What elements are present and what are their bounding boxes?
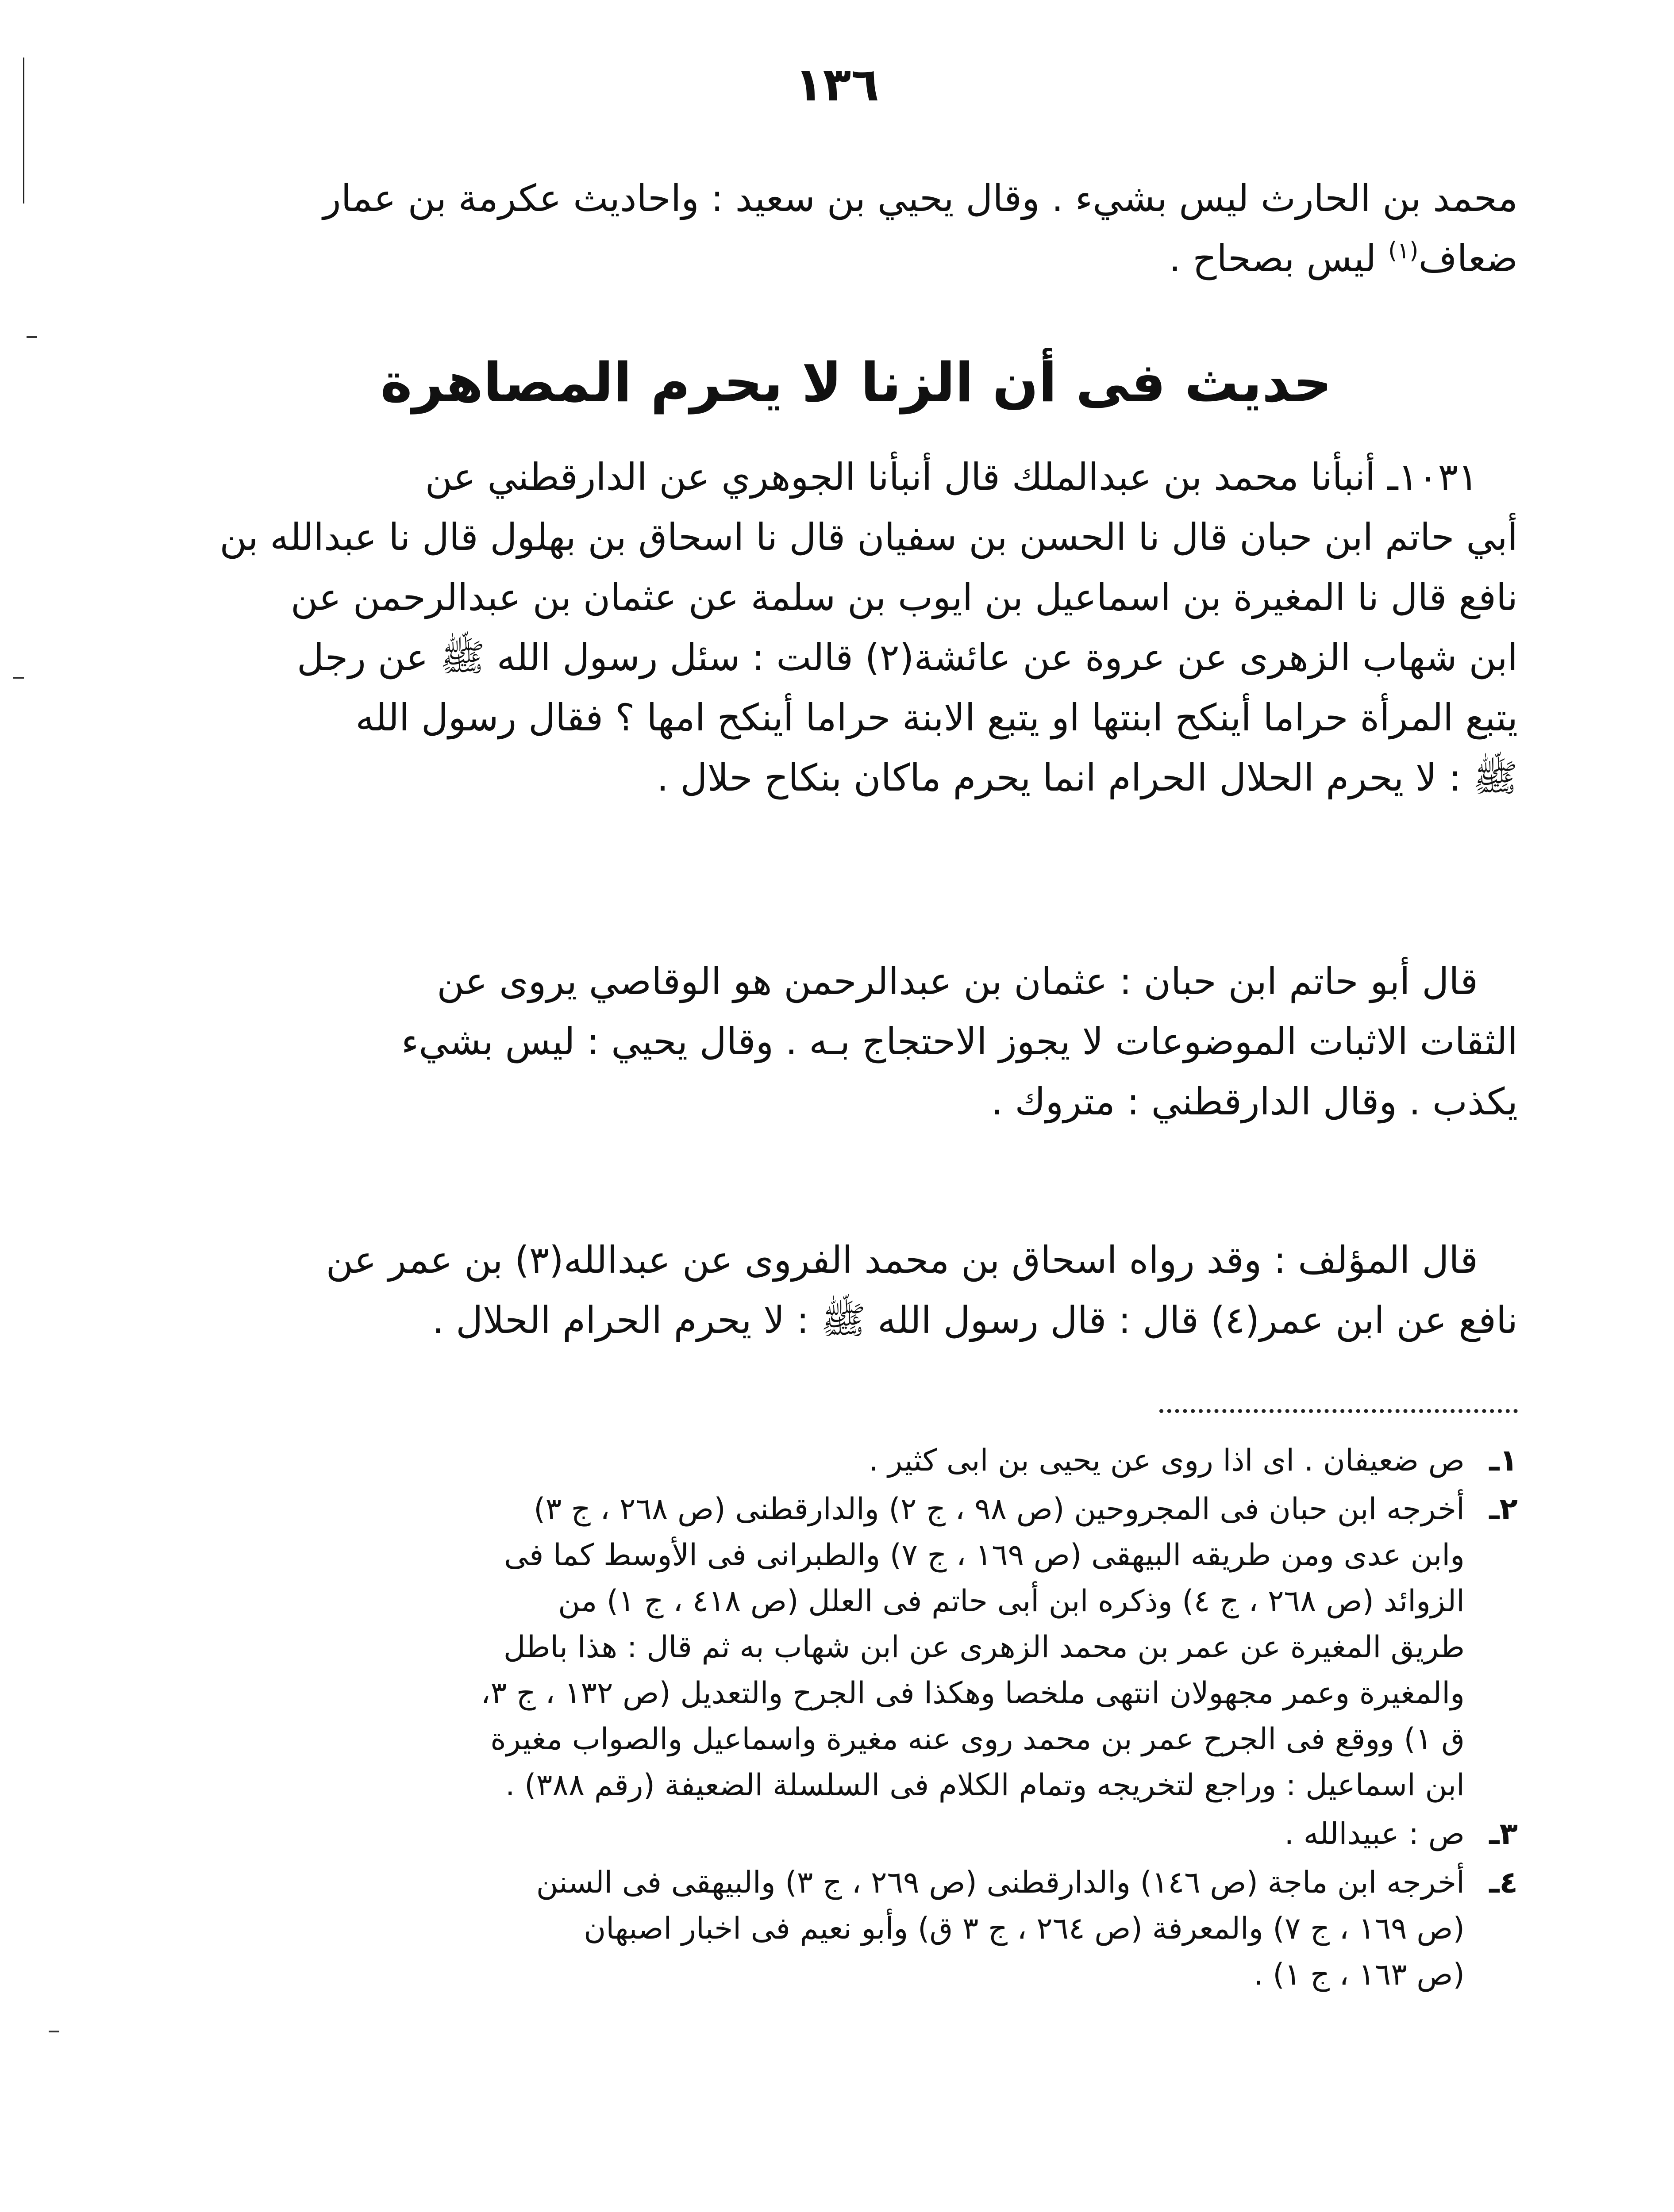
- footnote-1: [195, 1438, 1518, 1484]
- hadith-paragraph: [195, 447, 1518, 808]
- footnotes: [195, 1438, 1518, 2001]
- commentary-line: قال أبو حاتم ابن حبان : عثمان بن عبدالرحمن هو الوقاصي يروى عن: [437, 960, 1478, 1003]
- footnote-text: أخرجه ابن حبان فى المجروحين (ص ٩٨ ، ج ٢) والدارقطنى (ص ٢٦٨ ، ج ٣) وابن عدى ومن طريقه البيهقى (ص ١٦٩ ، ج ٧) والطبرانى فى الأوسط كما فى الزوائد (ص ٢٦٨ ، ج ٤) وذكره ابن أبى حاتم فى العلل (ص ٤١٨ ، ج ١) من طريق المغيرة عن عمر بن محمد الزهرى عن ابن شهاب به ثم قال : هذا باطل والمغيرة وعمر مجهولان انتهى ملخصا وهكذا فى الجرح والتعديل (ص ١٣٢ ، ج ٣، ق ١) ووقع فى الجرح عمر بن محمد روى عنه مغيرة واسماعيل والصواب مغيرة ابن اسماعيل : وراجع لتخريجه وتمام الكلام فى السلسلة الضعيفة (رقم ٣٨٨) .: [481, 1492, 1465, 1803]
- hadith-line: أبي حاتم ابن حبان قال نا الحسن بن سفيان قال نا اسحاق بن بهلول قال نا عبدالله بن: [219, 515, 1518, 559]
- intro-line-2: ضعاف$^{(١)}$ ليس بصحاح .: [1169, 237, 1518, 280]
- author-note-line: قال المؤلف : وقد رواه اسحاق بن محمد الفروى عن عبدالله(٣) بن عمر عن: [326, 1238, 1478, 1282]
- author-note-paragraph: [195, 1230, 1518, 1350]
- footnote-separator: [1159, 1409, 1518, 1413]
- hadith-line: ﷺ : لا يحرم الحلال الحرام انما يحرم ماكان بنكاح حلال .: [657, 756, 1518, 799]
- footnote-4: [195, 1860, 1518, 1998]
- footnote-3: [195, 1811, 1518, 1857]
- commentary-line: يكذب . وقال الدارقطني : متروك .: [991, 1080, 1518, 1123]
- footnote-number: ١ـ: [1489, 1443, 1518, 1478]
- footnote-number: ٢ـ: [1489, 1492, 1518, 1527]
- page-edge-mark: [13, 677, 24, 679]
- footnote-ref-1: (١): [1388, 238, 1419, 264]
- footnote-text: ص : عبيدالله .: [1284, 1816, 1465, 1851]
- section-heading: حديث فى أن الزنا لا يحرم المصاهرة: [380, 351, 1332, 414]
- hadith-line: نافع قال نا المغيرة بن اسماعيل بن ايوب بن سلمة عن عثمان بن عبدالرحمن عن: [290, 576, 1518, 619]
- intro-paragraph: [195, 168, 1518, 288]
- footnote-text: ص ضعيفان . اى اذا روى عن يحيى بن ابى كثير .: [869, 1443, 1465, 1478]
- footnote-2: [195, 1486, 1518, 1809]
- page-number: ١٣٦: [795, 58, 879, 111]
- hadith-line: ابن شهاب الزهرى عن عروة عن عائشة(٢) قالت : سئل رسول الله ﷺ عن رجل: [296, 636, 1518, 679]
- intro-line-1: محمد بن الحارث ليس بشيء . وقال يحيي بن سعيد : واحاديث عكرمة بن عمار: [323, 177, 1518, 220]
- page-edge-mark: [27, 336, 37, 338]
- page-edge-mark: [49, 2031, 59, 2032]
- hadith-line: ١٠٣١ـ أنبأنا محمد بن عبدالملك قال أنبأنا الجوهري عن الدارقطني عن: [425, 455, 1478, 499]
- author-note-line: نافع عن ابن عمر(٤) قال : قال رسول الله ﷺ : لا يحرم الحرام الحلال .: [432, 1298, 1518, 1342]
- footnote-text: أخرجه ابن ماجة (ص ١٤٦) والدارقطنى (ص ٢٦٩ ، ج ٣) والبيهقى فى السنن (ص ١٦٩ ، ج ٧) والمعرفة (ص ٢٦٤ ، ج ٣ ق) وأبو نعيم فى اخبار اصبهان (ص ١٦٣ ، ج ١) .: [536, 1865, 1465, 1992]
- footnote-number: ٣ـ: [1489, 1816, 1518, 1851]
- commentary-paragraph: [195, 951, 1518, 1132]
- commentary-line: الثقات الاثبات الموضوعات لا يجوز الاحتجاج بـه . وقال يحيي : ليس بشيء: [401, 1020, 1518, 1063]
- hadith-line: يتبع المرأة حراما أينكح ابنتها او يتبع الابنة حراما أينكح امها ؟ فقال رسول الله: [355, 696, 1518, 739]
- footnote-number: ٤ـ: [1489, 1865, 1518, 1900]
